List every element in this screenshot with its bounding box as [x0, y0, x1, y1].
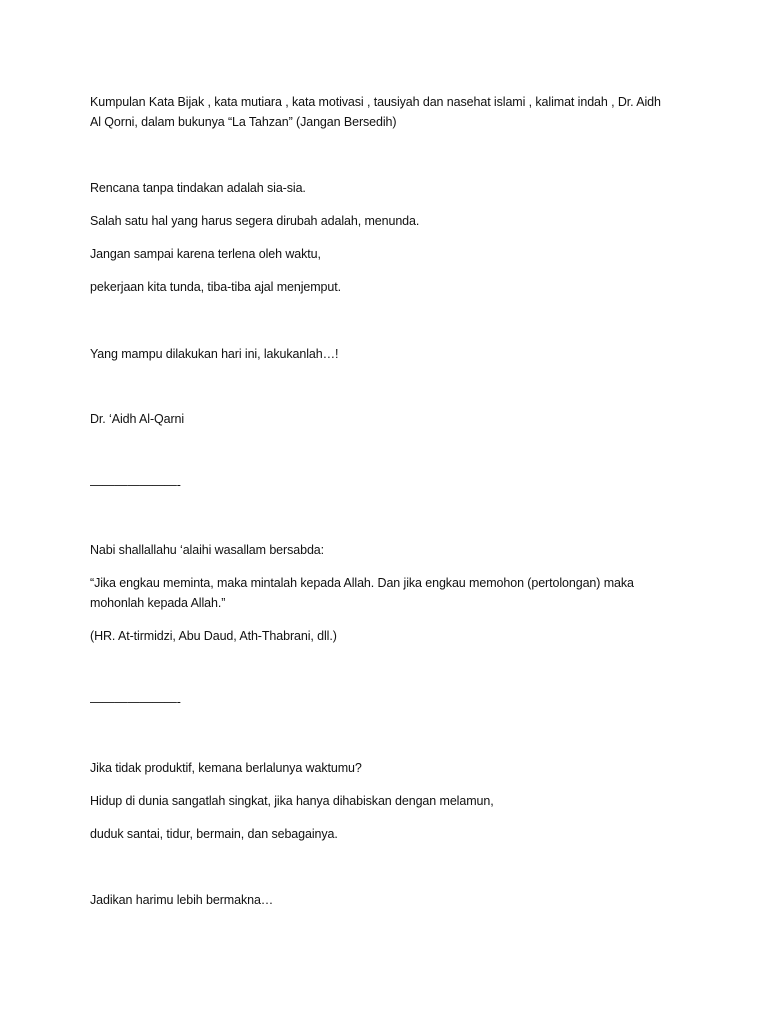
separator: ———————-	[90, 478, 181, 492]
paragraph: Hidup di dunia sangatlah singkat, jika hanya dihabiskan dengan melamun,	[90, 794, 494, 808]
quote-line-2: mohonlah kepada Allah.”	[90, 596, 226, 610]
paragraph: Rencana tanpa tindakan adalah sia-sia.	[90, 181, 306, 195]
paragraph: Yang mampu dilakukan hari ini, lakukanlah…!	[90, 347, 339, 361]
quote-source: (HR. At-tirmidzi, Abu Daud, Ath-Thabrani, dll.)	[90, 629, 337, 643]
paragraph: Nabi shallallahu ‘alaihi wasallam bersabda:	[90, 543, 325, 557]
intro-line-2: Al Qorni, dalam bukunya “La Tahzan” (Jangan Bersedih)	[90, 115, 397, 129]
paragraph: pekerjaan kita tunda, tiba-tiba ajal menjemput.	[90, 280, 342, 294]
paragraph: Jadikan harimu lebih bermakna…	[90, 893, 274, 907]
quote-line-1: “Jika engkau meminta, maka mintalah kepada Allah. Dan jika engkau memohon (pertolongan) maka	[90, 576, 634, 590]
paragraph: Jangan sampai karena terlena oleh waktu,	[90, 247, 321, 261]
intro-line-1: Kumpulan Kata Bijak , kata mutiara , kata motivasi , tausiyah dan nasehat islami , kalimat indah , Dr. Aidh	[90, 95, 661, 109]
author-attribution: Dr. ‘Aidh Al-Qarni	[90, 412, 185, 426]
paragraph: Jika tidak produktif, kemana berlalunya waktumu?	[90, 761, 362, 775]
paragraph: Salah satu hal yang harus segera dirubah adalah, menunda.	[90, 214, 420, 228]
paragraph: duduk santai, tidur, bermain, dan sebagainya.	[90, 827, 338, 841]
separator: ———————-	[90, 695, 181, 709]
